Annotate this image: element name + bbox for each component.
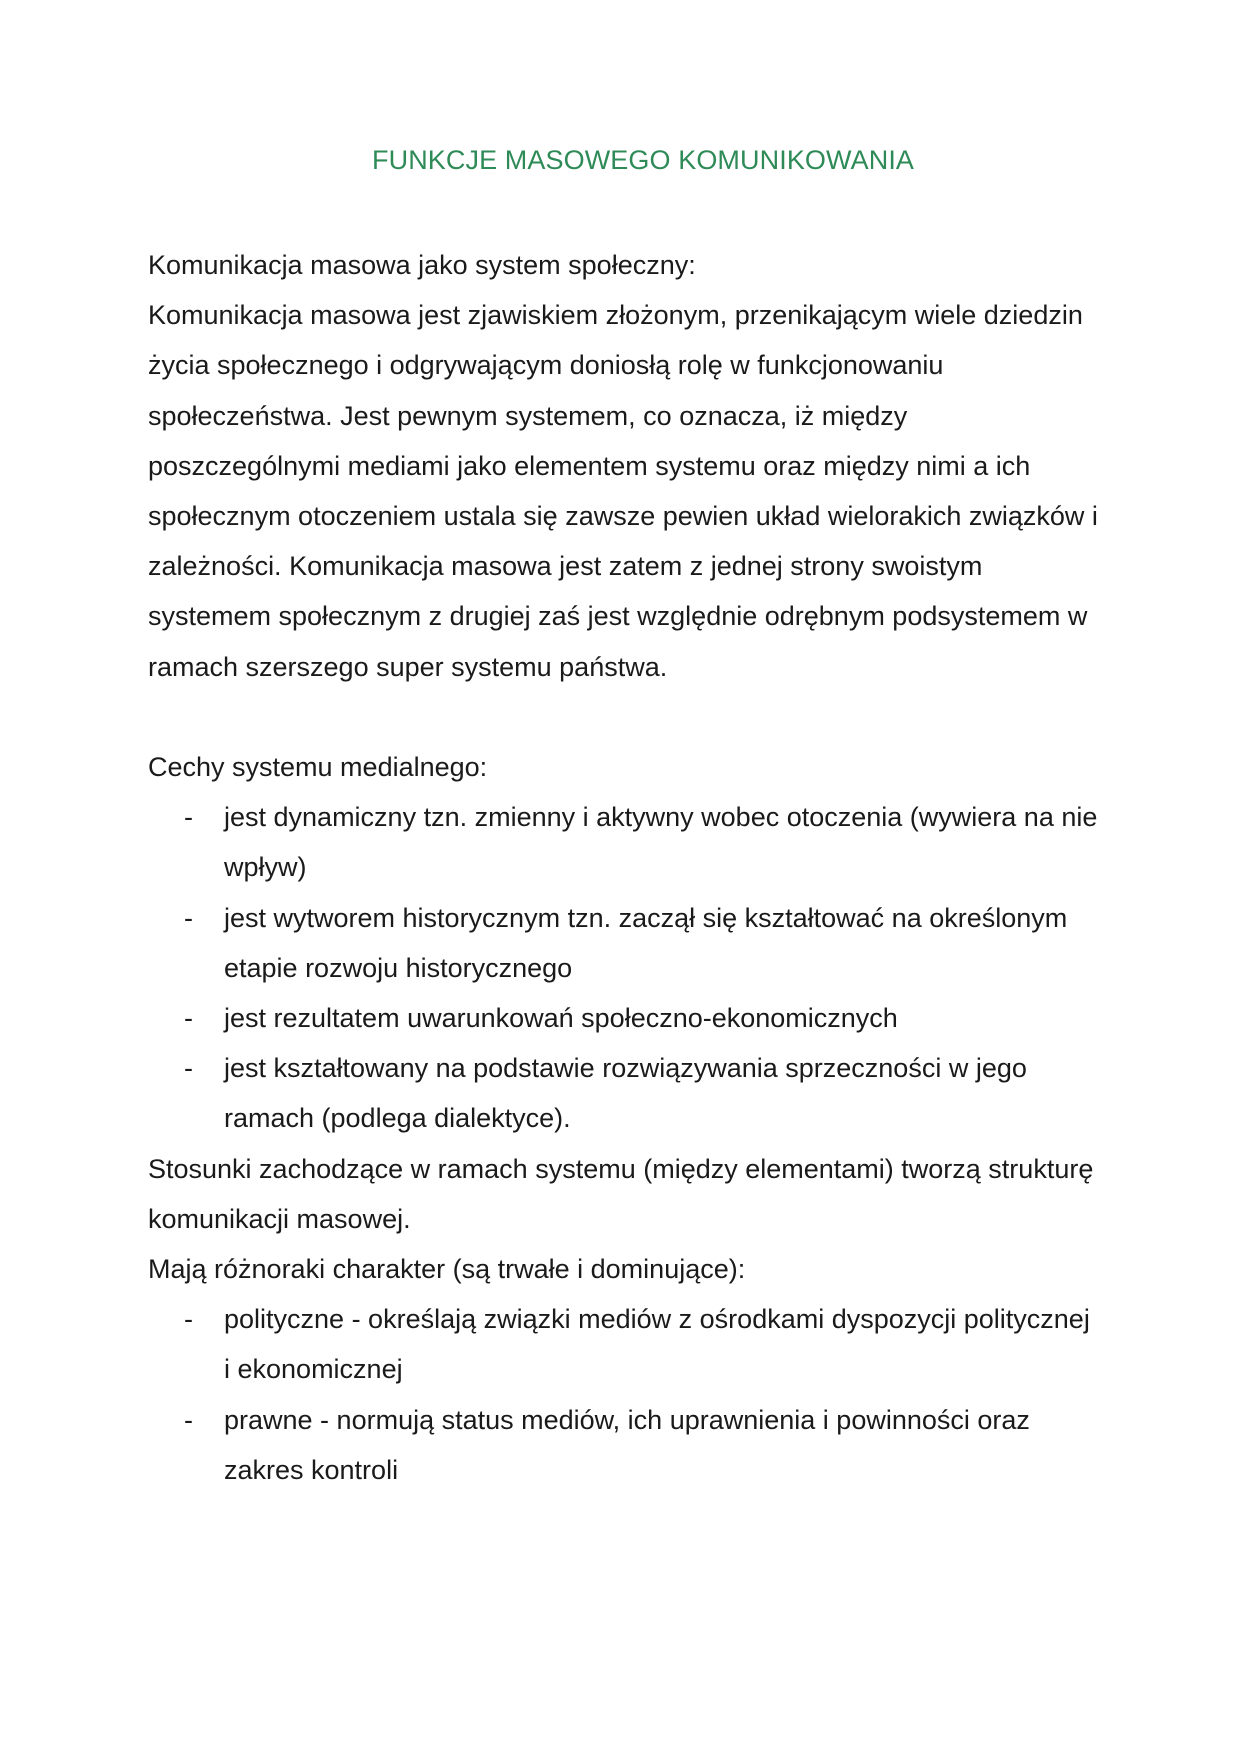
document-body bbox=[148, 240, 1098, 1495]
paragraph-system-description: Komunikacja masowa jest zjawiskiem złożonym, przenikającym wiele dziedzin życia społecznego i odgrywającym doniosłą rolę w funkcjonowaniu społeczeństwa. Jest pewnym systemem, co oznacza, iż między poszczególnymi mediami jako elementem systemu oraz między nimi a ich społecznym otoczeniem ustala się zawsze pewien układ wielorakich związków i zależności. Komunikacja masowa jest zatem z jednej strony swoistym systemem społecznym z drugiej zaś jest względnie odrębnym podsystemem w ramach szerszego super systemu państwa. bbox=[148, 300, 1098, 682]
relations-heading: Mają różnoraki charakter (są trwałe i dominujące): bbox=[148, 1254, 746, 1285]
list-item-text: polityczne - określają związki mediów z ośrodkami dyspozycji politycznej i ekonomicznej bbox=[224, 1304, 1090, 1385]
list-item-text: jest wytworem historycznym tzn. zaczął się kształtować na określonym etapie rozwoju historycznego bbox=[224, 902, 1068, 983]
features-list bbox=[148, 792, 1098, 1143]
dash-bullet: - bbox=[184, 1003, 193, 1034]
dash-bullet: - bbox=[184, 802, 193, 833]
list-item bbox=[148, 1043, 1098, 1143]
section-heading-features: Cechy systemu medialnego: bbox=[148, 752, 488, 783]
list-item bbox=[148, 893, 1098, 993]
list-item bbox=[148, 792, 1098, 892]
blank-line bbox=[148, 692, 1098, 742]
dash-bullet: - bbox=[184, 1053, 193, 1084]
list-item-text: jest rezultatem uwarunkowań społeczno-ekonomicznych bbox=[224, 1003, 898, 1034]
paragraph-structure: Stosunki zachodzące w ramach systemu (między elementami) tworzą strukturę komunikacji masowej. bbox=[148, 1153, 1094, 1234]
list-item bbox=[148, 1395, 1098, 1495]
dash-bullet: - bbox=[184, 902, 193, 933]
dash-bullet: - bbox=[184, 1404, 193, 1435]
list-item-text: jest dynamiczny tzn. zmienny i aktywny wobec otoczenia (wywiera na nie wpływ) bbox=[224, 802, 1098, 883]
list-item-text: jest kształtowany na podstawie rozwiązywania sprzeczności w jego ramach (podlega dialektyce). bbox=[224, 1053, 1027, 1134]
list-item bbox=[148, 1294, 1098, 1394]
page-title: FUNKCJE MASOWEGO KOMUNIKOWANIA bbox=[372, 145, 915, 175]
relations-list bbox=[148, 1294, 1098, 1495]
list-item bbox=[148, 993, 1098, 1043]
dash-bullet: - bbox=[184, 1304, 193, 1335]
list-item-text: prawne - normują status mediów, ich uprawnienia i powinności oraz zakres kontroli bbox=[224, 1404, 1030, 1485]
section-heading-system: Komunikacja masowa jako system społeczny: bbox=[148, 250, 696, 280]
